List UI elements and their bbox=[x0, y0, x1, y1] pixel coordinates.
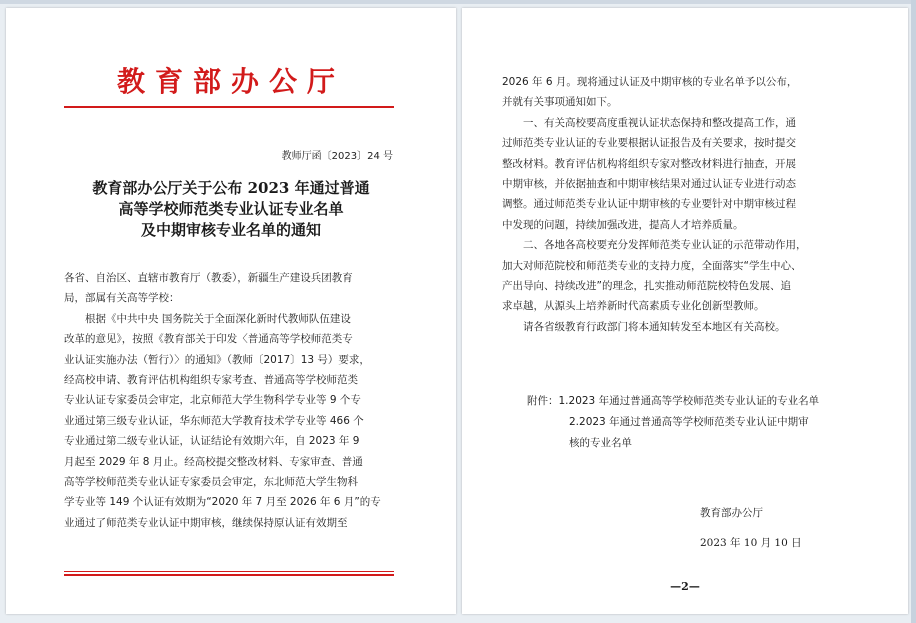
title-line: 教育部办公厅关于公布 2023 年通过普通 bbox=[92, 179, 370, 197]
text-line: 专业认证专家委员会审定，北京师范大学生物科学专业等 9 个专 bbox=[64, 394, 361, 407]
text-line: 调整。通过师范类专业认证中期审核的专业要针对中期审核过程 bbox=[502, 198, 796, 211]
text-line: 高等学校师范类专业认证专家委员会审定，东北师范大学生物科 bbox=[64, 476, 358, 489]
attachment-2-continued: 核的专业名单 bbox=[569, 437, 632, 449]
text-line: 整改材料。教育评估机构将组织专家对整改材料进行抽查，开展 bbox=[502, 157, 796, 170]
red-header-rule bbox=[64, 106, 394, 108]
attachment-item bbox=[527, 391, 819, 412]
text-line: 二、各地各高校要充分发挥师范类专业认证的示范带动作用， bbox=[502, 239, 807, 252]
text-line: 业通过了师范类专业认证中期审核，继续保持原认证有效期至 bbox=[64, 516, 348, 529]
issuer-signature: 教育部办公厅 bbox=[700, 507, 763, 519]
document-number: 教师厅函〔2023〕24 号 bbox=[281, 151, 393, 162]
text-line: 各省、自治区、直辖市教育厅（教委），新疆生产建设兵团教育 bbox=[64, 272, 353, 284]
attachment-1: 1.2023 年通过普通高等学校师范类专业认证的专业名单 bbox=[558, 395, 820, 407]
text-line: 求卓越，从源头上培养新时代高素质专业化创新型教师。 bbox=[502, 300, 765, 313]
text-line: 产出导向、持续改进”的理念，扎实推动师范院校特色发展、追 bbox=[502, 280, 791, 293]
title-line: 及中期审核专业名单的通知 bbox=[140, 221, 321, 239]
issue-date: 2023 年 10 月 10 日 bbox=[700, 537, 802, 549]
text-line: 中期审核，并依据抽查和中期审核结果对通过认证专业进行动态 bbox=[502, 178, 796, 191]
text-line: 中发现的问题，持续加强改进，提高人才培养质量。 bbox=[502, 218, 744, 231]
viewer-scrollbar[interactable] bbox=[911, 0, 916, 623]
text-line: 根据《中共中央 国务院关于全面深化新时代教师队伍建设 bbox=[64, 312, 351, 325]
document-page-left bbox=[6, 8, 456, 614]
issuer-header: 教育部办公厅 bbox=[116, 65, 345, 98]
document-page-right bbox=[462, 8, 908, 614]
text-line: 经高校申请、教育评估机构组织专家考查、普通高等学校师范类 bbox=[64, 374, 358, 387]
attachments-list bbox=[527, 391, 819, 454]
page-number: —2— bbox=[670, 580, 700, 593]
attachment-2: 2.2023 年通过普通高等学校师范类专业认证中期审 bbox=[569, 416, 809, 428]
text-line: 局，部属有关高等学校： bbox=[64, 292, 180, 305]
text-line: 加大对师范院校和师范类专业的支持力度，全面落实“学生中心、 bbox=[502, 259, 802, 272]
body-text-right bbox=[502, 72, 872, 337]
text-line: 请各省级教育行政部门将本通知转发至本地区有关高校。 bbox=[502, 320, 786, 333]
text-line: 专业通过第二级专业认证，认证结论有效期六年，自 2023 年 9 bbox=[64, 435, 360, 448]
title-line: 高等学校师范类专业认证专业名单 bbox=[118, 200, 344, 218]
text-line: 过师范类专业认证的专业要根据认证报告及有关要求，按时提交 bbox=[502, 137, 796, 150]
document-title bbox=[6, 178, 456, 241]
text-line: 月起至 2029 年 8 月止。经高校提交整改材料、专家审查、普通 bbox=[64, 455, 363, 468]
text-line: 2026 年 6 月。现将通过认证及中期审核的专业名单予以公布， bbox=[502, 76, 798, 88]
attachments-label: 附件： bbox=[527, 395, 559, 407]
text-line: 一、有关高校要高度重视认证状态保持和整改提高工作，通 bbox=[502, 116, 796, 129]
viewer-top-edge bbox=[0, 0, 916, 4]
text-line: 业通过第三级专业认证，华东师范大学教育技术学专业等 466 个 bbox=[64, 414, 364, 427]
text-line: 业认证实施办法（暂行）〉的通知》（教师〔2017〕13 号）要求， bbox=[64, 353, 370, 366]
text-line: 改革的意见》，按照《教育部关于印发〈普通高等学校师范类专 bbox=[64, 333, 353, 346]
red-footer-rule bbox=[64, 571, 394, 576]
text-line: 并就有关事项通知如下。 bbox=[502, 96, 618, 109]
text-line: 学专业等 149 个认证有效期为“2020 年 7 月至 2026 年 6 月”的专 bbox=[64, 496, 381, 509]
body-text-left bbox=[64, 268, 404, 533]
